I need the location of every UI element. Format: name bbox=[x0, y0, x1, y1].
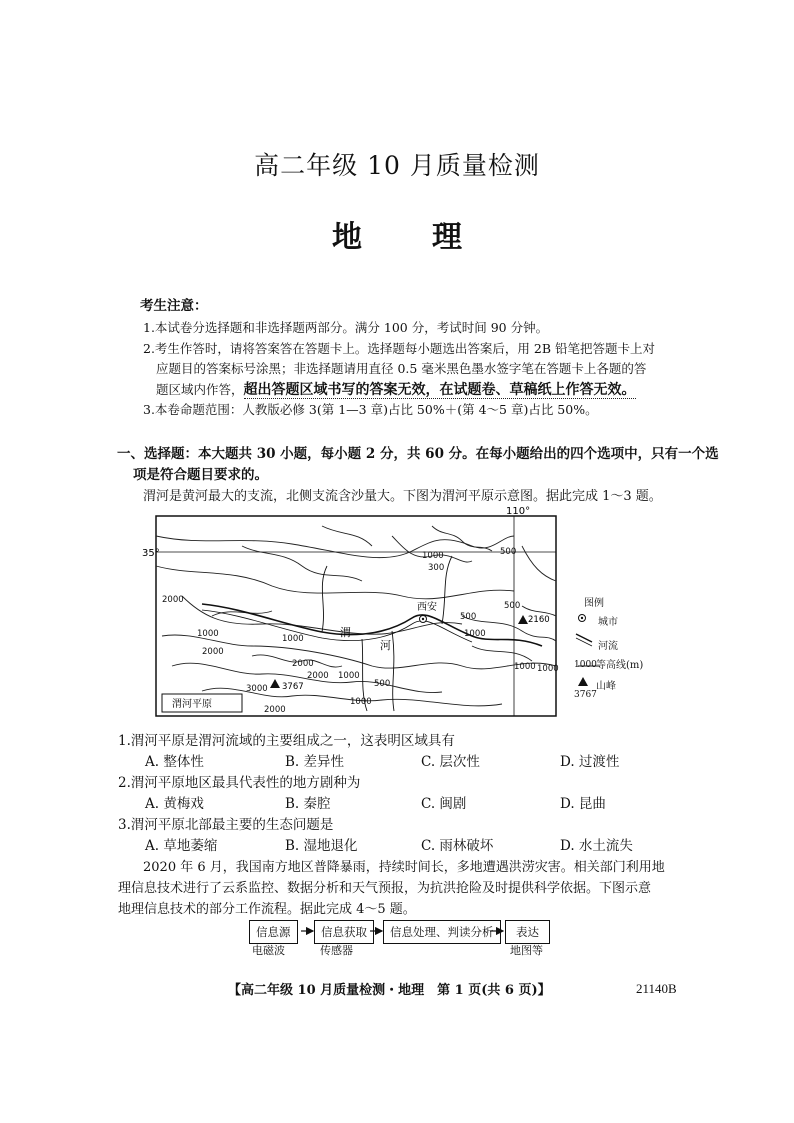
notice-emphasis: 超出答题区域书写的答案无效，在试题卷、草稿纸上作答无效。 bbox=[243, 382, 636, 398]
peak-label: 2160 bbox=[528, 615, 550, 625]
svg-text:1000: 1000 bbox=[514, 662, 536, 672]
option-b: B. 差异性 bbox=[285, 754, 345, 770]
option-b: B. 湿地退化 bbox=[285, 838, 358, 854]
question-stem: 3.渭河平原北部最主要的生态问题是 bbox=[118, 817, 334, 833]
option-d: D. 昆曲 bbox=[560, 796, 606, 812]
flow-box-source: 信息源 bbox=[249, 920, 298, 944]
svg-text:500: 500 bbox=[500, 547, 517, 557]
lon-label: 110° bbox=[506, 506, 531, 517]
legend-item-peak: 山峰 bbox=[596, 681, 616, 692]
flow-box-acquire: 信息获取 bbox=[314, 920, 374, 944]
weihe-plain-map bbox=[142, 506, 562, 718]
passage-line: 2020 年 6 月，我国南方地区普降暴雨，持续时间长，多地遭遇洪涝灾害。相关部门利用地 bbox=[143, 860, 665, 875]
svg-text:2000: 2000 bbox=[162, 595, 184, 605]
section-heading: 一、选择题：本大题共 30 小题，每小题 2 分，共 60 分。在每小题给出的四个选项中，只有一个选 bbox=[117, 446, 719, 462]
flow-sub-label: 电磁波 bbox=[252, 944, 285, 957]
option-d: D. 过渡性 bbox=[560, 754, 620, 770]
notice-item: 1.本试卷分选择题和非选择题两部分。满分 100 分，考试时间 90 分钟。 bbox=[143, 320, 549, 335]
flow-box-express: 表达 bbox=[505, 920, 550, 944]
notice-item-part: 题区域内作答， bbox=[156, 382, 244, 397]
river-label: 渭 bbox=[340, 626, 351, 639]
svg-text:500: 500 bbox=[374, 679, 391, 689]
option-c: C. 层次性 bbox=[421, 754, 480, 770]
peak-label: 3767 bbox=[282, 682, 304, 692]
section-heading: 项是符合题目要求的。 bbox=[133, 467, 268, 483]
question-stem: 2.渭河平原地区最具代表性的地方剧种为 bbox=[118, 775, 361, 791]
flow-sub-label: 地图等 bbox=[510, 944, 543, 957]
option-a: A. 整体性 bbox=[145, 754, 204, 770]
lat-label: 35° bbox=[142, 548, 160, 559]
legend-item-river: 河流 bbox=[598, 641, 618, 652]
notice-item: 2.考生作答时，请将答案答在答题卡上。选择题每小题选出答案后，用 2B 铅笔把答题卡上对 bbox=[143, 341, 656, 356]
notice-item: 应题目的答案标号涂黑；非选择题请用直径 0.5 毫米黑色墨水签字笔在答题卡上各题的答 bbox=[156, 361, 647, 376]
notice-heading: 考生注意： bbox=[140, 298, 208, 314]
city-label: 西安 bbox=[417, 602, 437, 613]
flow-arrows bbox=[290, 921, 510, 941]
flow-box-process: 信息处理、判读分析 bbox=[383, 920, 501, 944]
svg-text:1000: 1000 bbox=[338, 671, 360, 681]
option-b: B. 秦腔 bbox=[285, 796, 331, 812]
option-d: D. 水土流失 bbox=[560, 838, 633, 854]
map-legend bbox=[574, 594, 654, 704]
svg-text:1000: 1000 bbox=[350, 697, 372, 707]
passage-line: 理信息技术进行了云系监控、数据分析和天气预报，为抗洪抢险及时提供科学依据。下图示意 bbox=[118, 881, 652, 896]
option-c: C. 雨林破坏 bbox=[421, 838, 494, 854]
question-intro: 渭河是黄河最大的支流，北侧支流含沙量大。下图为渭河平原示意图。据此完成 1～3 题。 bbox=[143, 489, 662, 504]
exam-title: 高二年级 10 月质量检测 bbox=[254, 151, 540, 180]
svg-text:2000: 2000 bbox=[202, 647, 224, 657]
subject-char: 理 bbox=[432, 220, 462, 255]
notice-item bbox=[156, 379, 636, 399]
svg-text:1000: 1000 bbox=[197, 629, 219, 639]
plain-label: 渭河平原 bbox=[172, 699, 212, 710]
svg-text:3000: 3000 bbox=[246, 684, 268, 694]
legend-title: 图例 bbox=[584, 598, 604, 609]
page-footer: 【高二年级 10 月质量检测・地理 第 1 页(共 6 页)】 bbox=[228, 983, 551, 998]
svg-text:2000: 2000 bbox=[292, 659, 314, 669]
map-frame bbox=[156, 516, 556, 716]
notice-item: 3.本卷命题范围：人教版必修 3(第 1—3 章)占比 50%＋(第 4～5 章)占比 50%。 bbox=[143, 402, 598, 417]
svg-text:1000: 1000 bbox=[464, 629, 486, 639]
svg-text:500: 500 bbox=[504, 601, 521, 611]
legend-contour-value: 1000 bbox=[574, 660, 597, 670]
svg-text:1000: 1000 bbox=[282, 634, 304, 644]
subject-char: 地 bbox=[332, 220, 362, 255]
passage-line: 地理信息技术的部分工作流程。据此完成 4～5 题。 bbox=[118, 902, 416, 917]
svg-text:2000: 2000 bbox=[307, 671, 329, 681]
option-a: A. 草地萎缩 bbox=[145, 838, 218, 854]
flow-sub-label: 传感器 bbox=[320, 944, 353, 957]
legend-item-city: 城市 bbox=[598, 617, 618, 628]
question-stem: 1.渭河平原是渭河流域的主要组成之一，这表明区域具有 bbox=[118, 733, 455, 749]
option-c: C. 闽剧 bbox=[421, 796, 467, 812]
svg-text:2000: 2000 bbox=[264, 705, 286, 715]
svg-text:1000: 1000 bbox=[422, 551, 444, 561]
legend-peak-value: 3767 bbox=[574, 690, 597, 700]
paper-code: 21140B bbox=[636, 981, 677, 996]
legend-item-contour: 等高线(m) bbox=[596, 660, 644, 671]
river-label: 河 bbox=[380, 639, 391, 652]
svg-text:1000: 1000 bbox=[537, 664, 559, 674]
svg-text:300: 300 bbox=[428, 563, 445, 573]
svg-text:500: 500 bbox=[460, 612, 477, 622]
subject-title bbox=[0, 212, 794, 256]
option-a: A. 黄梅戏 bbox=[145, 796, 204, 812]
